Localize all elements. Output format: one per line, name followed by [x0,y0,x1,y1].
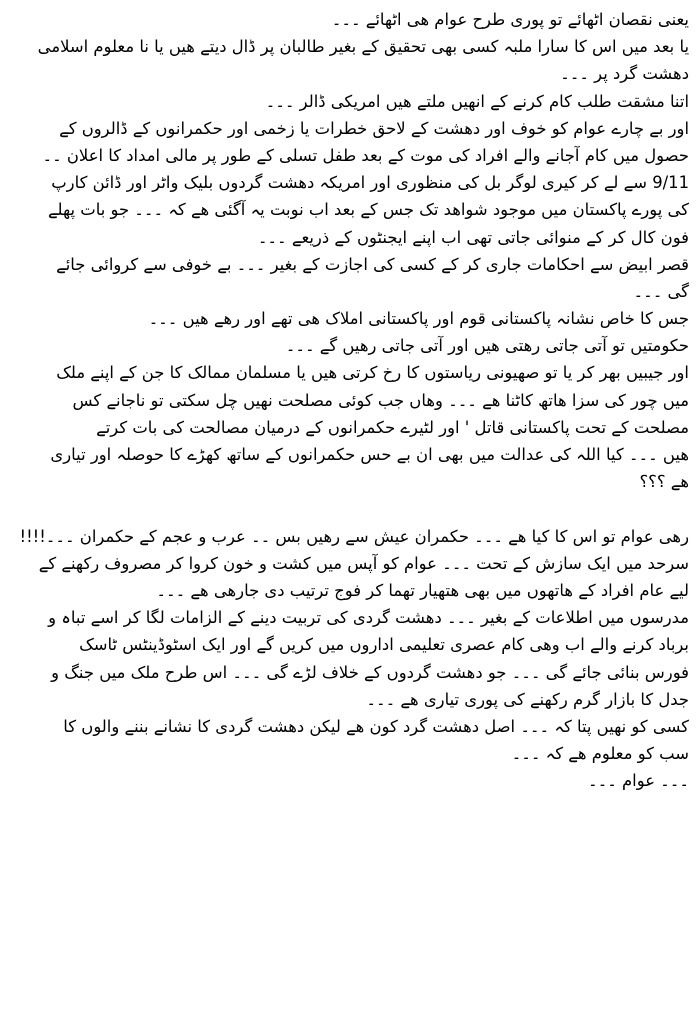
text-line: برباد کرنے والے اب وھی کام عصری تعلیمی اداروں میں کریں گے اور ایک اسٹوڈینٹس ٹاسک [79,635,689,655]
paragraph [8,305,689,332]
paragraph [8,604,689,713]
text-line: اور بے چارے عوام کو خوف اور دھشت کے لاحق خطرات یا زخمی اور حکمرانوں کے ڈالروں کے [59,118,689,138]
text-line: یا بعد میں اس کا سارا ملبہ کسی بھی تحقیق کے بغیر طالبان پر ڈال دیتے ھیں یا نا معلوم اسلامی [37,37,689,57]
text-line: فورس بنائی جائے گی ۔۔۔ جو دھشت گردوں کے خلاف لڑے گی ۔۔۔ اس طرح ملک میں جنگ و [51,662,689,682]
text-line: ۔۔۔ عوام ۔۔۔ [588,771,689,791]
text-line: فون کال کر کے منوائی جاتی تھی اب اپنے ایجنٹوں کے ذریعے ۔۔۔ [257,227,689,247]
paragraph-gap [8,495,689,522]
paragraph [8,523,689,550]
paragraph [8,88,689,115]
text-line: 9/11 سے لے کر کیری لوگر بل کی منظوری اور امریکہ دھشت گردوں بلیک واٹر اور ڈائن کارپ [51,173,689,193]
text-line: ھے ؟؟؟ [639,472,689,492]
text-line: مصلحت کے تحت پاکستانی قاتل ' اور لٹیرے حکمرانوں کے درمیان مصالحت کی بات کرتے [96,417,689,437]
paragraph [8,6,689,33]
text-line: مدرسوں میں اطلاعات کے بغیر ۔۔۔ دھشت گردی کی تربیت دینے کے الزامات لگا کر اسے تباہ و [48,608,689,628]
paragraph [8,332,689,359]
text-line: قصر ابیض سے احکامات جاری کر کے کسی کی اجازت کے بغیر ۔۔۔ بے خوفی سے کروائی جائے [56,254,689,274]
text-line: جس کا خاص نشانہ پاکستانی قوم اور پاکستانی املاک ھی تھے اور رھے ھیں ۔۔۔ [148,309,689,329]
text-line: یعنی نقصان اٹھائے تو پوری طرح عوام ھی اٹھائے ۔۔۔ [331,10,689,29]
text-line: ھیں ۔۔۔ کیا اللہ کی عدالت میں بھی ان بے حس حکمرانوں کے ساتھ کھڑے کا حوصلہ اور تیاری [50,445,689,464]
text-line: لیے عام افراد کے ھاتھوں میں بھی ھتھیار تھما کر فوج ترتیب دی جارھی ھے ۔۔۔ [156,580,689,600]
text-line: سرحد میں ایک سازش کے تحت ۔۔۔ عوام کو آپس میں کشت و خون کروا کر مصروف رکھنے کے [38,553,689,573]
text-line: اور جیبیں بھر کر یا تو صھیونی ریاستوں کا رخ کرتی ھیں یا مسلمان ممالک کا جن کے اپنے ملک [56,363,689,383]
paragraph [8,115,689,251]
text-line: دھشت گرد پر ۔۔۔ [560,64,689,84]
text-line: کسی کو نھیں پتا کہ ۔۔۔ اصل دھشت گرد کون ھے لیکن دھشت گردی کا نشانے بننے والوں کا [63,716,689,736]
paragraph [8,550,689,604]
text-line: سب کو معلوم ھے کہ ۔۔۔ [511,744,689,764]
paragraph [8,359,689,495]
paragraph [8,251,689,305]
paragraph [8,33,689,87]
paragraph [8,713,689,767]
paragraph [8,767,689,794]
text-line: حکومتیں تو آتی جاتی رھتی ھیں اور آتی جاتی رھیں گے ۔۔۔ [285,336,689,356]
text-line: جدل کا بازار گرم رکھنے کی پوری تیاری ھے ۔۔۔ [366,689,689,709]
text-line: رھی عوام تو اس کا کیا ھے ۔۔۔ حکمران عیش سے رھیں بس ۔۔ عرب و عجم کے حکمران ۔۔۔!!!! [19,526,689,546]
text-line: گی ۔۔۔ [633,281,689,301]
text-line: اتنا مشقت طلب کام کرنے کے انھیں ملتے ھیں امریکی ڈالر ۔۔۔ [265,91,689,111]
text-line: کی پورے پاکستان میں موجود شواھد تک جس کے بعد اب نوبت یہ آگئی ھے کہ ۔۔۔ جو بات پھلے [47,200,689,220]
text-line: میں چور کی سزا ھاتھ کاٹنا ھے ۔۔۔ وھاں جب کوئی مصلحت نھیں چل سکتی تو ناجانے کس [72,390,689,410]
text-line: حصول میں کام آجانے والے افراد کی موت کے بعد طفل تسلی کے طور پر مالی امداد کا اعلان ۔۔ [42,145,689,165]
